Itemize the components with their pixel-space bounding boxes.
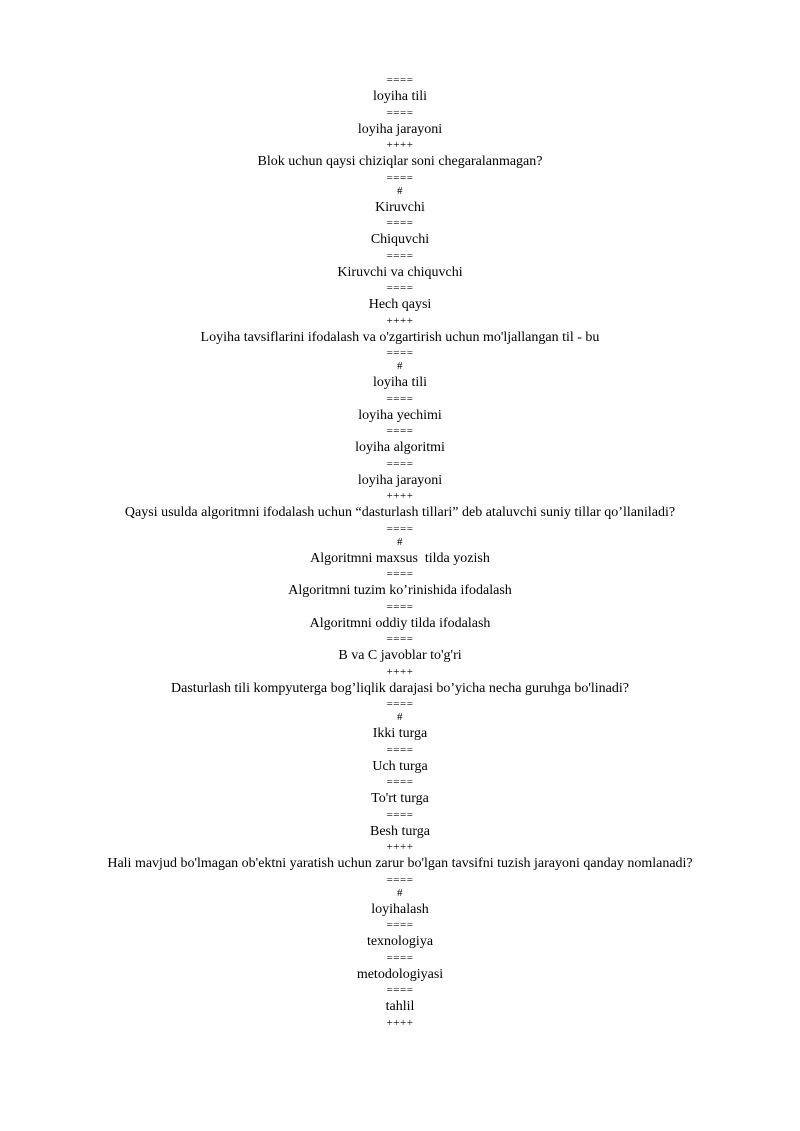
document-text-line: Hali mavjud bo'lmagan ob'ektni yaratish uchun zarur bo'lgan tavsifni tuzish jarayoni qanday nomlanadi? xyxy=(107,856,693,871)
question-separator: ++++ xyxy=(386,314,414,327)
option-separator: ==== xyxy=(386,743,414,756)
document-text-line: metodologiyasi xyxy=(356,966,444,982)
question-separator: ++++ xyxy=(386,665,414,678)
document-text-line: Uch turga xyxy=(372,758,428,774)
document-text-line: loyiha algoritmi xyxy=(355,440,445,455)
document-text-line: Algoritmni oddiy tilda ifodalash xyxy=(309,615,491,631)
document-text-line: To'rt turga xyxy=(371,791,429,806)
option-separator: ==== xyxy=(386,698,414,710)
option-separator: ==== xyxy=(386,873,414,886)
document-text-line: loyiha tili xyxy=(372,375,428,390)
answer-marker: # xyxy=(397,886,403,899)
document-text-line: loyiha yechimi xyxy=(358,407,442,423)
answer-marker: # xyxy=(397,535,403,548)
option-separator: ==== xyxy=(386,457,414,470)
document-text-line: Chiquvchi xyxy=(370,232,430,247)
question-separator: ++++ xyxy=(386,1016,414,1029)
question-separator: ++++ xyxy=(386,490,414,502)
option-separator: ==== xyxy=(386,568,414,580)
question-separator: ++++ xyxy=(386,139,414,151)
option-separator: ==== xyxy=(386,776,414,788)
option-separator: ==== xyxy=(386,600,414,613)
option-separator: ==== xyxy=(386,951,414,964)
option-separator: ==== xyxy=(386,171,414,184)
document-text-line: Blok uchun qaysi chiziqlar soni chegaralanmagan? xyxy=(257,154,543,169)
document-text-line: loyiha tili xyxy=(372,89,428,104)
document-text-line: Algoritmni maxsus tilda yozish xyxy=(310,550,490,566)
document-text-line: tahlil xyxy=(385,999,415,1014)
option-separator: ==== xyxy=(386,392,414,405)
option-separator: ==== xyxy=(386,249,414,262)
document-text-line: Dasturlash tili kompyuterga bog’liqlik darajasi bo’yicha necha guruhga bo'linadi? xyxy=(171,680,629,696)
document-text-line: Loyiha tavsiflarini ifodalash va o'zgartirish uchun mo'ljallangan til - bu xyxy=(200,329,600,345)
document-text-line: Qaysi usulda algoritmni ifodalash uchun “dasturlash tillari” deb ataluvchi suniy tillar qo’llaniladi? xyxy=(124,505,676,520)
document-text-line: Hech qaysi xyxy=(368,297,432,312)
document-text-line: loyihalash xyxy=(371,901,429,917)
option-separator: ==== xyxy=(386,633,414,645)
document-text-line: Kiruvchi xyxy=(375,199,425,215)
option-separator: ==== xyxy=(386,217,414,229)
option-separator: ==== xyxy=(386,984,414,996)
option-separator: ==== xyxy=(386,74,414,86)
document-text-line: B va C javoblar to'g'ri xyxy=(338,648,462,663)
option-separator: ==== xyxy=(386,347,414,359)
document-text-line: texnologiya xyxy=(366,934,434,949)
answer-marker: # xyxy=(397,360,403,372)
document-text-line: loyiha jarayoni xyxy=(357,472,443,488)
option-separator: ==== xyxy=(386,425,414,437)
document-text-line: Algoritmni tuzim ko’rinishida ifodalash xyxy=(288,583,512,598)
document-page xyxy=(0,74,800,1030)
option-separator: ==== xyxy=(386,919,414,931)
option-separator: ==== xyxy=(386,106,414,119)
question-separator: ++++ xyxy=(386,841,414,853)
answer-marker: # xyxy=(397,711,403,723)
option-separator: ==== xyxy=(386,282,414,294)
document-text-line: loyiha jarayoni xyxy=(357,121,443,137)
document-text-line: Kiruvchi va chiquvchi xyxy=(337,264,463,280)
document-text-line: Besh turga xyxy=(369,823,430,839)
option-separator: ==== xyxy=(386,808,414,821)
document-text-line: Ikki turga xyxy=(372,726,428,741)
answer-marker: # xyxy=(397,184,403,197)
option-separator: ==== xyxy=(386,522,414,535)
